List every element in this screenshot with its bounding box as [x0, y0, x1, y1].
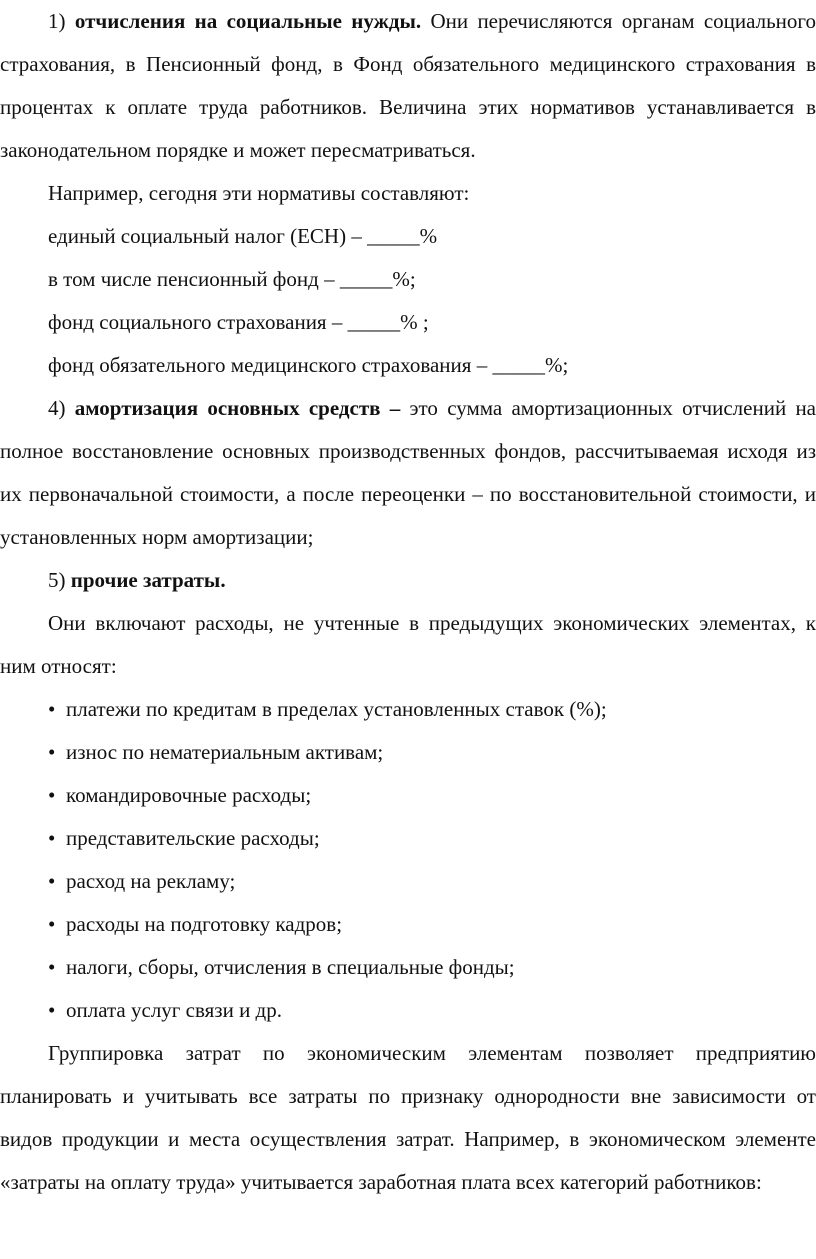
list-item	[0, 688, 816, 731]
bullet-icon: •	[48, 740, 56, 764]
paragraph-item-5	[0, 559, 816, 602]
norm-line: в том числе пенсионный фонд – _____%;	[48, 267, 416, 291]
bullet-icon: •	[48, 955, 56, 979]
norm-line: фонд социального страхования – _____% ;	[48, 310, 429, 334]
paragraph-item-4	[0, 387, 816, 559]
bullet-icon: •	[48, 998, 56, 1022]
item-1-number: 1)	[48, 9, 66, 33]
list-item	[0, 860, 816, 903]
list-item-text: командировочные расходы;	[66, 783, 312, 807]
list-item	[0, 731, 816, 774]
paragraph-item-1	[0, 0, 816, 172]
list-item	[0, 989, 816, 1032]
list-item-text: представительские расходы;	[66, 826, 320, 850]
list-item-text: расходы на подготовку кадров;	[66, 912, 343, 936]
bullet-icon: •	[48, 783, 56, 807]
bullet-icon: •	[48, 697, 56, 721]
list-item-text: износ по нематериальным активам;	[66, 740, 384, 764]
item-4-text: это сумма амортизационных отчислений на полное восстановление основных производственных фондов, рассчитываемая исходя из их первоначальной стоимости, а после переоценки – по восстановительной стоимости, и установленных норм амортизации;	[0, 396, 816, 549]
list-item-text: платежи по кредитам в пределах установленных ставок (%);	[66, 697, 607, 721]
list-item	[0, 817, 816, 860]
list-item-text: расход на рекламу;	[66, 869, 236, 893]
closing-paragraph: Группировка затрат по экономическим элементам позволяет предприятию планировать и учитывать все затраты по признаку однородности вне зависимости от видов продукции и места осуществления затрат. Например, в экономическом элементе «затраты на оплату труда» учитывается заработная плата всех категорий работников:	[0, 1041, 816, 1194]
example-intro: Например, сегодня эти нормативы составляют:	[48, 181, 470, 205]
item-4-number: 4)	[48, 396, 66, 420]
item-4-heading: амортизация основных средств –	[74, 396, 401, 420]
item-5-heading: прочие затраты.	[70, 568, 226, 592]
norm-line: единый социальный налог (ЕСН) – _____%	[48, 224, 438, 248]
item-5-number: 5)	[48, 568, 66, 592]
bullet-icon: •	[48, 826, 56, 850]
norm-line: фонд обязательного медицинского страхования – _____%;	[48, 353, 569, 377]
bullet-icon: •	[48, 912, 56, 936]
item-1-text: Они перечисляются органам социального страхования, в Пенсионный фонд, в Фонд обязательного медицинского страхования в процентах к оплате труда работников. Величина этих нормативов устанавливается в законодательном порядке и может пересматриваться.	[0, 9, 816, 162]
list-item-text: налоги, сборы, отчисления в специальные фонды;	[66, 955, 515, 979]
list-item-text: оплата услуг связи и др.	[66, 998, 282, 1022]
item-1-heading: отчисления на социальные нужды.	[74, 9, 422, 33]
item-5-intro: Они включают расходы, не учтенные в предыдущих экономических элементах, к ним относят:	[0, 611, 816, 678]
list-item	[0, 903, 816, 946]
list-item	[0, 946, 816, 989]
list-item	[0, 774, 816, 817]
bullet-icon: •	[48, 869, 56, 893]
